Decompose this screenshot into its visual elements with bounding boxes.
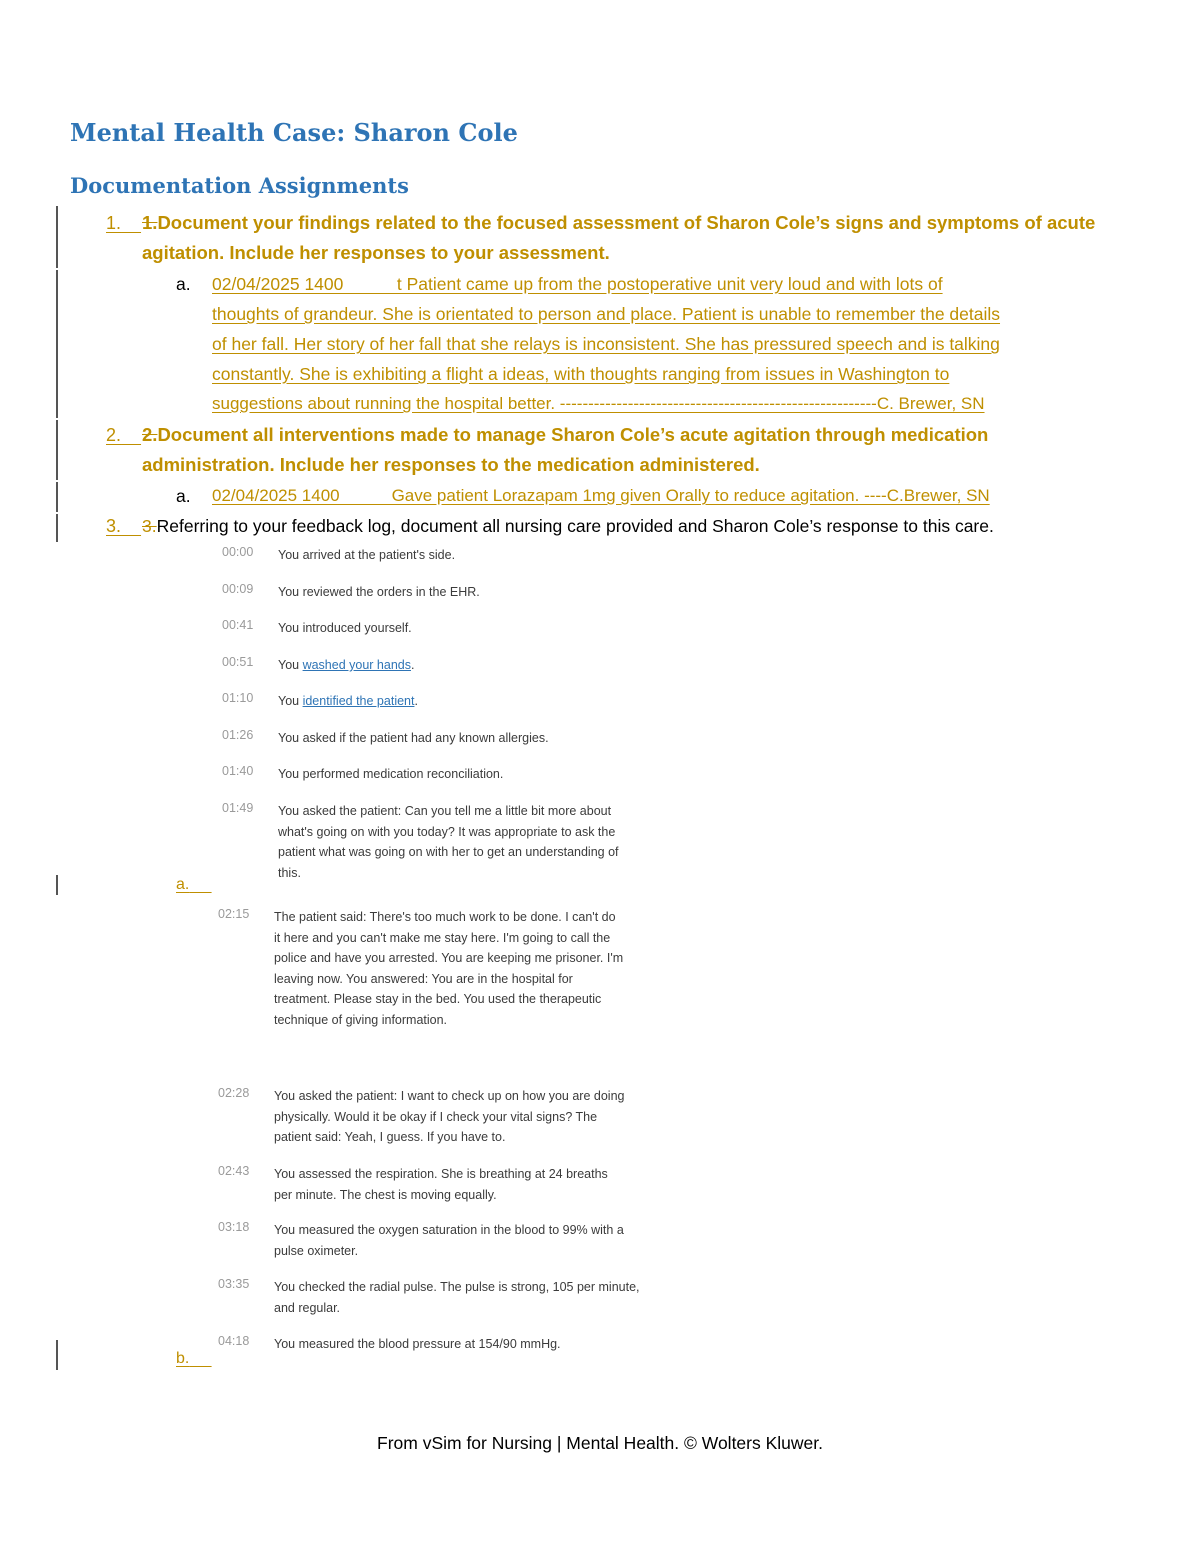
log-time: 01:26 — [222, 728, 254, 742]
answer-line[interactable]: 02/04/2025 1400 t Patient came up from the postoperative unit very loud and with lots of — [212, 274, 943, 294]
log-entry: You measured the blood pressure at 154/90 mmHg. — [274, 1337, 561, 1351]
log-entry: You asked if the patient had any known allergies. — [278, 731, 549, 745]
assignment-question: 3.Referring to your feedback log, document all nursing care provided and Sharon Cole’s response to this care. — [142, 516, 994, 536]
log-time: 00:41 — [222, 618, 254, 632]
log-entry: You measured the oxygen saturation in the blood to 99% with a pulse oximeter. — [274, 1223, 624, 1258]
log-time: 04:18 — [218, 1334, 250, 1348]
answer-line[interactable]: thoughts of grandeur. She is orientated to person and place. Patient is unable to remember the details — [212, 304, 1001, 324]
log-time: 02:43 — [218, 1164, 250, 1178]
change-bar — [56, 270, 58, 418]
assignment-question: 1.Document your findings related to the focused assessment of Sharon Cole’s signs and symptoms of acute — [142, 212, 1096, 233]
log-entry: You asked the patient: Can you tell me a little bit more about what's going on with you today? It was appropriate to ask the patient what was going on with her to get an understanding of this. — [278, 804, 619, 880]
answer-line[interactable]: constantly. She is exhibiting a flight a ideas, with thoughts ranging from issues in Washington to — [212, 364, 950, 384]
page-footer: From vSim for Nursing | Mental Health. © Wolters Kluwer. — [377, 1433, 823, 1453]
log-entry: You introduced yourself. — [278, 621, 412, 635]
log-time: 02:28 — [218, 1086, 250, 1100]
identified-patient-link[interactable]: identified the patient — [302, 694, 415, 708]
item-number: 3. — [106, 516, 122, 536]
log-time: 02:15 — [218, 907, 250, 921]
change-bar — [56, 420, 58, 480]
assignment-question-line: administration. Include her responses to the medication administered. — [142, 454, 760, 475]
struck-number: 1. — [142, 212, 158, 233]
section-heading: Documentation Assignments — [70, 173, 409, 198]
log-entry: You asked the patient: I want to check up on how you are doing physically. Would it be okay if I check your vital signs? The patient said: Yeah, I guess. If you have to. — [274, 1089, 625, 1144]
assignment-question-line: agitation. Include her responses to your assessment. — [142, 242, 610, 263]
change-bar — [56, 514, 58, 542]
log-time: 00:00 — [222, 545, 254, 559]
change-bar — [56, 206, 58, 268]
sub-letter-b: b. — [176, 1350, 190, 1367]
log-entry: You checked the radial pulse. The pulse is strong, 105 per minute, and regular. — [274, 1280, 640, 1315]
sub-letter-a: a. — [176, 876, 190, 893]
log-entry: You washed your hands. — [278, 658, 415, 672]
log-time: 01:10 — [222, 691, 254, 705]
log-entry: You performed medication reconciliation. — [278, 767, 504, 781]
log-entry: You identified the patient. — [278, 694, 418, 708]
log-time: 03:18 — [218, 1220, 250, 1234]
answer-letter: a. — [176, 274, 191, 294]
log-entry: You assessed the respiration. She is breathing at 24 breaths per minute. The chest is moving equally. — [274, 1167, 608, 1202]
item-number: 2. — [106, 425, 122, 445]
log-entry: You reviewed the orders in the EHR. — [278, 585, 480, 599]
answer-line[interactable]: of her fall. Her story of her fall that she relays is inconsistent. She has pressured speech and is talking — [212, 334, 1000, 354]
struck-number: 3. — [142, 516, 157, 536]
change-bar — [56, 1340, 58, 1370]
struck-number: 2. — [142, 424, 158, 445]
change-bar — [56, 875, 58, 895]
change-bar — [56, 482, 58, 512]
answer-line[interactable]: 02/04/2025 1400 Gave patient Lorazapam 1mg given Orally to reduce agitation. ----C.Brewer, SN — [212, 486, 990, 505]
log-time: 00:51 — [222, 655, 254, 669]
log-time: 01:49 — [222, 801, 254, 815]
item-number: 1. — [106, 213, 122, 233]
log-time: 01:40 — [222, 764, 254, 778]
answer-letter: a. — [176, 486, 191, 506]
log-entry: You arrived at the patient's side. — [278, 548, 456, 562]
page-title: Mental Health Case: Sharon Cole — [70, 118, 518, 147]
washed-hands-link[interactable]: washed your hands — [302, 658, 411, 672]
assignment-question: 2.Document all interventions made to manage Sharon Cole’s acute agitation through medication — [142, 424, 989, 445]
log-time: 03:35 — [218, 1277, 250, 1291]
log-time: 00:09 — [222, 582, 254, 596]
log-entry: The patient said: There's too much work to be done. I can't do it here and you can't make me stay here. I'm going to call the police and have you arrested. You are keeping me prisoner. I'm leaving now. You answered: You are in the hospital for treatment. Please stay in the bed. You used the therapeutic technique of giving information. — [274, 910, 624, 1027]
answer-line[interactable]: suggestions about running the hospital better. --------------------------------------------------------C. Brewer, SN — [212, 394, 985, 413]
